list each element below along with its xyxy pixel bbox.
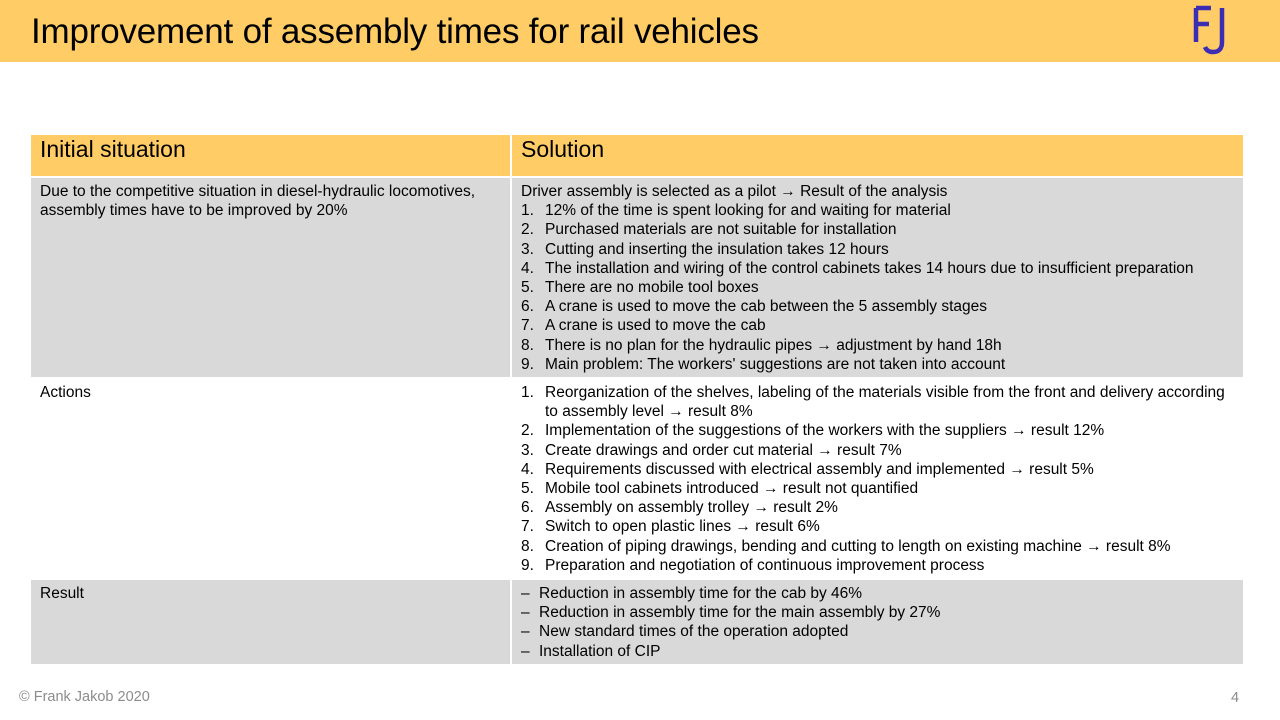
result-list: [521, 584, 1234, 661]
list-text: Assembly on assembly trolley → result 2%: [545, 499, 838, 517]
list-text: Installation of CIP: [539, 642, 661, 660]
list-item: [521, 517, 1234, 536]
list-item: [521, 383, 1234, 421]
list-text: 12% of the time is spent looking for and waiting for material: [545, 202, 951, 220]
copyright: © Frank Jakob 2020: [19, 689, 150, 705]
table-row-initial: [30, 177, 1244, 378]
list-item: [521, 278, 1234, 297]
list-text: Creation of piping drawings, bending and cutting to length on existing machine → result 8%: [545, 537, 1171, 555]
list-item: [521, 479, 1234, 498]
list-text: There are no mobile tool boxes: [545, 279, 759, 297]
list-number: 9.: [521, 556, 534, 574]
list-text: Cutting and inserting the insulation takes 12 hours: [545, 240, 889, 258]
list-item: [521, 355, 1234, 374]
list-text: A crane is used to move the cab between the 5 assembly stages: [545, 298, 988, 316]
list-item: [521, 441, 1234, 460]
list-text: Switch to open plastic lines → result 6%: [545, 518, 820, 536]
list-text: Purchased materials are not suitable for installation: [545, 221, 897, 239]
list-number: 8.: [521, 537, 534, 555]
list-number: 6.: [521, 499, 534, 517]
table-row-result: [30, 579, 1244, 665]
dash-bullet: –: [521, 623, 530, 641]
header-solution: Solution: [511, 134, 1244, 177]
list-item: [521, 622, 1234, 641]
list-text: There is no plan for the hydraulic pipes → adjustment by hand 18h: [545, 336, 1002, 354]
title-bar: [0, 0, 1280, 62]
list-number: 8.: [521, 336, 534, 354]
list-item: [521, 498, 1234, 517]
fj-logo: [1193, 4, 1233, 56]
list-number: 4.: [521, 460, 534, 478]
list-item: [521, 642, 1234, 661]
list-number: 4.: [521, 259, 534, 277]
list-number: 1.: [521, 202, 534, 220]
list-item: [521, 584, 1234, 603]
list-number: 5.: [521, 279, 534, 297]
list-item: [521, 297, 1234, 316]
actions-label: Actions: [40, 384, 91, 402]
list-item: [521, 556, 1234, 575]
content-table: [29, 133, 1245, 666]
list-text: Main problem: The workers' suggestions are not taken into account: [545, 355, 1006, 373]
result-label: Result: [40, 585, 84, 603]
list-item: [521, 259, 1234, 278]
list-number: 5.: [521, 480, 534, 498]
list-number: 2.: [521, 422, 534, 440]
solution-analysis: [512, 178, 1243, 377]
list-item: [521, 316, 1234, 335]
analysis-list: [521, 201, 1234, 374]
header-initial-situation: Initial situation: [30, 134, 511, 177]
slide-title: Improvement of assembly times for rail vehicles: [31, 12, 759, 51]
list-text: The installation and wiring of the control cabinets takes 14 hours due to insufficient preparation: [545, 259, 1194, 277]
page-number: 4: [1231, 690, 1240, 706]
list-number: 6.: [521, 298, 534, 316]
list-item: [521, 201, 1234, 220]
dash-bullet: –: [521, 585, 530, 603]
list-item: [521, 220, 1234, 239]
list-item: [521, 421, 1234, 440]
list-text: Requirements discussed with electrical assembly and implemented → result 5%: [545, 460, 1094, 478]
list-item: [521, 460, 1234, 479]
list-item: [521, 240, 1234, 259]
list-text: Preparation and negotiation of continuous improvement process: [545, 556, 985, 574]
list-text: Reduction in assembly time for the main assembly by 27%: [539, 604, 941, 622]
list-text: Create drawings and order cut material → result 7%: [545, 441, 902, 459]
dash-bullet: –: [521, 604, 530, 622]
analysis-intro: Driver assembly is selected as a pilot → Result of the analysis: [521, 183, 948, 200]
actions-content: [512, 379, 1243, 578]
list-text: Implementation of the suggestions of the workers with the suppliers → result 12%: [545, 422, 1105, 440]
list-text: Reduction in assembly time for the cab by 46%: [539, 585, 863, 603]
list-number: 9.: [521, 355, 534, 373]
list-item: [521, 537, 1234, 556]
dash-bullet: –: [521, 642, 530, 660]
initial-situation-text: Due to the competitive situation in diesel-hydraulic locomotives, assembly times have to be improved by 20%: [40, 183, 476, 220]
list-number: 7.: [521, 518, 534, 536]
list-number: 3.: [521, 441, 534, 459]
header-row: [30, 134, 1244, 177]
list-text: New standard times of the operation adopted: [539, 623, 849, 641]
actions-list: [521, 383, 1234, 575]
list-item: [521, 603, 1234, 622]
list-number: 2.: [521, 221, 534, 239]
list-text: Mobile tool cabinets introduced → result not quantified: [545, 480, 919, 498]
result-content: [512, 580, 1243, 664]
list-item: [521, 336, 1234, 355]
list-text: Reorganization of the shelves, labeling of the materials visible from the front and delivery according to assembly level → result 8%: [545, 384, 1225, 421]
table-row-actions: [30, 378, 1244, 579]
list-number: 7.: [521, 317, 534, 335]
list-text: A crane is used to move the cab: [545, 317, 766, 335]
list-number: 1.: [521, 384, 534, 402]
list-number: 3.: [521, 240, 534, 258]
